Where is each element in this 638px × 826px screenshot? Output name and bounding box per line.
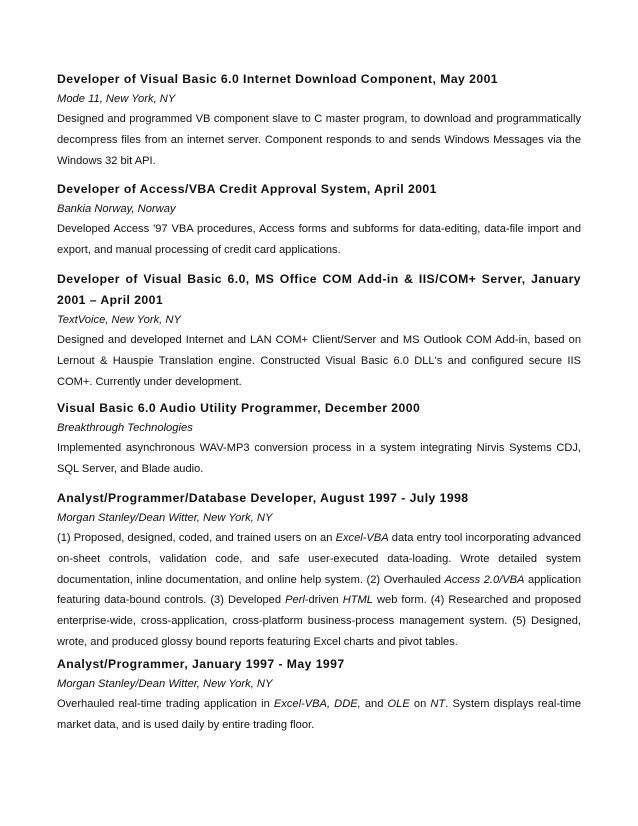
job-title: Developer of Visual Basic 6.0, MS Office COM Add-in & IIS/COM+ Server, January 2001 – April 2001 bbox=[57, 272, 581, 307]
job-entry bbox=[57, 488, 581, 653]
job-title: Analyst/Programmer, January 1997 - May 1997 bbox=[57, 657, 345, 671]
job-title: Developer of Access/VBA Credit Approval System, April 2001 bbox=[57, 182, 437, 196]
job-organization: Morgan Stanley/Dean Witter, New York, NY bbox=[57, 512, 273, 524]
desc-text: and bbox=[360, 698, 388, 710]
job-entry bbox=[57, 654, 581, 736]
tech-term: HTML bbox=[342, 594, 373, 607]
job-entry bbox=[57, 269, 581, 392]
job-organization: Bankia Norway, Norway bbox=[57, 203, 176, 215]
job-organization: Mode 11, New York, NY bbox=[57, 93, 176, 105]
desc-text: application featuring data-bound controls. (3) Developed bbox=[57, 573, 581, 607]
job-description-text: Implemented asynchronous WAV-MP3 conversion process in a system integrating Nirvis Systems CDJ, SQL Server, and Blade audio. bbox=[57, 442, 581, 475]
job-description-text: Designed and developed Internet and LAN COM+ Client/Server and MS Outlook COM Add-in, based on Lernout & Hauspie Translation engine. Constructed Visual Basic 6.0 DLL's and configured secure IIS COM+. Currently under development. bbox=[57, 334, 581, 388]
job-description-text bbox=[57, 694, 581, 736]
desc-text: Overhauled real-time trading application in bbox=[57, 698, 274, 710]
tech-term: NT bbox=[430, 698, 446, 710]
job-description-text: Designed and programmed VB component slave to C master program, to download and programmatically decompress files from an internet server. Component responds to and sends Windows Messages via the Windows 32 bit API. bbox=[57, 113, 581, 167]
job-description bbox=[57, 438, 581, 480]
tech-term: Excel-VBA bbox=[335, 532, 389, 544]
desc-text: . System displays real-time market data, and is used daily by entire trading floor. bbox=[57, 698, 582, 731]
job-description-text: Developed Access '97 VBA procedures, Access forms and subforms for data-editing, data-file import and export, and manual processing of credit card applications. bbox=[57, 223, 581, 256]
tech-term: Excel-VBA, DDE, bbox=[273, 698, 361, 710]
tech-term: Access 2.0/VBA bbox=[444, 573, 525, 586]
job-title: Developer of Visual Basic 6.0 Internet Download Component, May 2001 bbox=[57, 72, 499, 86]
job-entry bbox=[57, 69, 581, 171]
job-organization: Breakthrough Technologies bbox=[57, 422, 193, 434]
job-entry bbox=[57, 398, 581, 480]
desc-text: on bbox=[409, 698, 431, 710]
tech-term: OLE bbox=[387, 698, 410, 710]
job-description bbox=[57, 694, 581, 736]
desc-text: -driven bbox=[304, 594, 343, 607]
job-description bbox=[57, 109, 581, 171]
job-title: Analyst/Programmer/Database Developer, August 1997 - July 1998 bbox=[57, 491, 469, 505]
tech-term: Perl bbox=[285, 594, 305, 607]
desc-text: web form. (4) Researched and proposed enterprise-wide, cross-application, cross-platform business-process management system. (5) Designed, wrote, and produced glossy bound reports featuring Excel charts and pivot tables. bbox=[57, 594, 582, 648]
job-entry bbox=[57, 179, 581, 261]
desc-text: data entry tool incorporating advanced on-sheet controls, validation code, and safe user-executed data-loading. Wrote detailed system documentation, inline documentation, and online help system. (2) Overhauled bbox=[57, 532, 581, 586]
desc-text: (1) Proposed, designed, coded, and trained users on an bbox=[57, 532, 336, 544]
job-description bbox=[57, 528, 581, 653]
job-description bbox=[57, 219, 581, 261]
job-description-text bbox=[57, 528, 581, 653]
job-organization: Morgan Stanley/Dean Witter, New York, NY bbox=[57, 678, 273, 690]
job-title: Visual Basic 6.0 Audio Utility Programmer, December 2000 bbox=[57, 401, 421, 415]
job-description bbox=[57, 330, 581, 392]
job-organization: TextVoice, New York, NY bbox=[57, 314, 181, 326]
